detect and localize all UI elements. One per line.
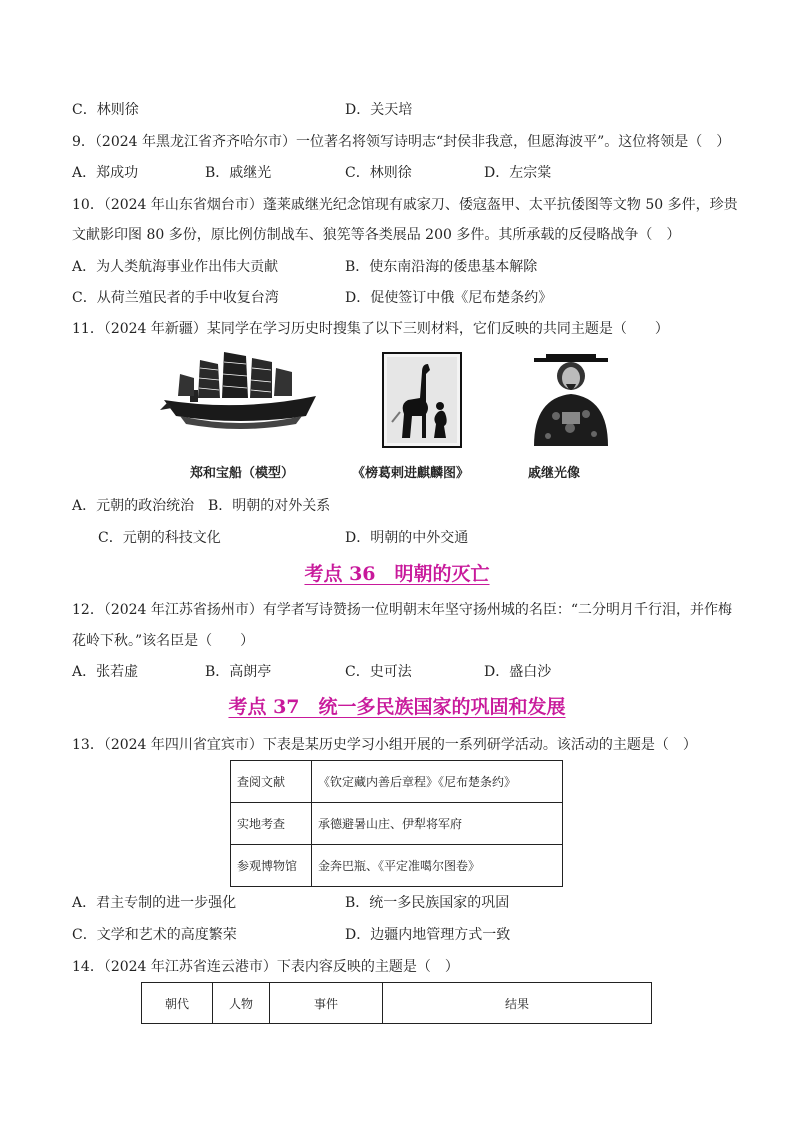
table-cell-value: 金奔巴瓶、《平定准噶尔图卷》: [312, 845, 563, 887]
q9-option-d: D．左宗棠: [484, 165, 552, 181]
q10-stem-line1: 10．（2024 年山东省烟台市）蓬莱戚继光纪念馆现有戚家刀、倭寇盔甲、太平抗倭图等文物 50 多件，珍贵: [72, 197, 738, 213]
q9-stem: 9．（2024 年黑龙江省齐齐哈尔市）一位著名将领写诗明志“封侯非我意，但愿海波平”。这位将领是（ ）: [72, 134, 731, 150]
q13-table: [230, 760, 563, 887]
q9-option-b: B．戚继光: [205, 165, 272, 181]
q9-option-a: A．郑成功: [72, 165, 139, 181]
q12-stem-line1: 12．（2024 年江苏省扬州市）有学者写诗赞扬一位明朝末年坚守扬州城的名臣：“二分明月千行泪，并作梅: [72, 602, 733, 618]
table-row: [231, 761, 563, 803]
q12-option-b: B．高朗亭: [205, 664, 272, 680]
q10-option-a: A．为人类航海事业作出伟大贡献: [72, 259, 279, 275]
table-header-dynasty: 朝代: [142, 983, 213, 1024]
caption-treasure-ship: 郑和宝船（模型）: [190, 466, 295, 481]
table-cell-label: 参观博物馆: [231, 845, 312, 887]
table-row: [231, 803, 563, 845]
section-heading-37: 考点 37 统一多民族国家的巩固和发展: [228, 696, 566, 718]
table-header-event: 事件: [270, 983, 383, 1024]
q13-option-c: C．文学和艺术的高度繁荣: [72, 927, 237, 943]
qi-jiguang-portrait-image: [526, 350, 616, 448]
q8-option-d: D．关天培: [345, 102, 413, 118]
table-header-result: 结果: [383, 983, 652, 1024]
q10-stem-line2: 文献影印图 80 多份，原比例仿制战车、狼筅等各类展品 200 多件。其所承载的反侵略战争（ ）: [72, 227, 681, 243]
q11-stem: 11．（2024 年新疆）某同学在学习历史时搜集了以下三则材料，它们反映的共同主题是（ ）: [72, 321, 669, 337]
caption-giraffe-painting: 《榜葛剌进麒麟图》: [352, 466, 470, 481]
table-row: [231, 845, 563, 887]
q14-stem: 14．（2024 年江苏省连云港市）下表内容反映的主题是（ ）: [72, 959, 459, 975]
table-header-row: [142, 983, 652, 1024]
table-cell-value: 承德避暑山庄、伊犁将军府: [312, 803, 563, 845]
q12-option-d: D．盛白沙: [484, 664, 552, 680]
q12-option-a: A．张若虚: [72, 664, 139, 680]
q10-option-c: C．从荷兰殖民者的手中收复台湾: [72, 290, 279, 306]
q9-option-c: C．林则徐: [345, 165, 412, 181]
q11-option-b: B．明朝的对外关系: [208, 498, 331, 514]
q12-option-c: C．史可法: [345, 664, 412, 680]
q10-option-d: D．促使签订中俄《尼布楚条约》: [345, 290, 553, 306]
q11-option-d: D．明朝的中外交通: [345, 530, 469, 546]
q8-option-c: C．林则徐: [72, 102, 139, 118]
table-cell-label: 实地考查: [231, 803, 312, 845]
q10-option-b: B．使东南沿海的倭患基本解除: [345, 259, 538, 275]
q13-option-a: A．君主专制的进一步强化: [72, 895, 237, 911]
q13-option-d: D．边疆内地管理方式一致: [345, 927, 511, 943]
q14-table: [141, 982, 652, 1024]
table-header-person: 人物: [213, 983, 270, 1024]
caption-qi-jiguang: 戚继光像: [528, 466, 581, 481]
q11-option-c: C．元朝的科技文化: [98, 530, 221, 546]
table-cell-value: 《钦定藏内善后章程》《尼布楚条约》: [312, 761, 563, 803]
giraffe-painting-image: [382, 352, 462, 448]
treasure-ship-image: [160, 350, 320, 438]
table-cell-label: 查阅文献: [231, 761, 312, 803]
q12-stem-line2: 花岭下秋。”该名臣是（ ）: [72, 633, 255, 649]
q13-option-b: B．统一多民族国家的巩固: [345, 895, 510, 911]
q11-option-a: A．元朝的政治统治: [72, 498, 195, 514]
q13-stem: 13．（2024 年四川省宜宾市）下表是某历史学习小组开展的一系列研学活动。该活动的主题是（ ）: [72, 737, 697, 753]
section-heading-36: 考点 36 明朝的灭亡: [304, 563, 490, 585]
